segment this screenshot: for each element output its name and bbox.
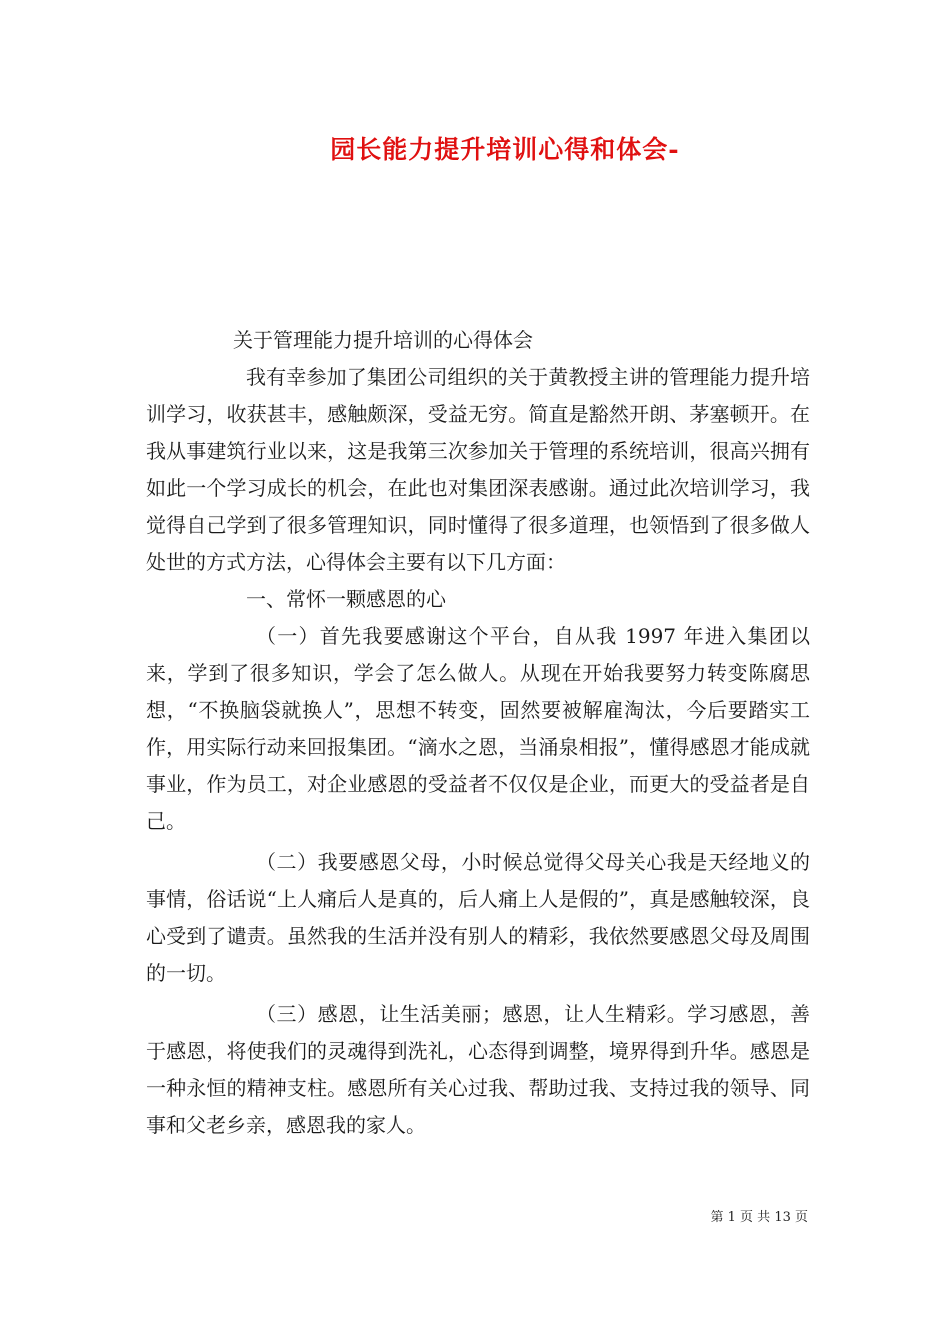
section-heading-1: 一、常怀一颗感恩的心 — [246, 587, 446, 611]
paragraph-item-1: （一）首先我要感谢这个平台，自从我 1997 年进入集团以来，学到了很多知识，学会了怎么做人。从现在开始我要努力转变陈腐思想，“不换脑袋就换人”，思想不转变，固然要被解雇淘汰，今后要踏实工作，用实际行动来回报集团。“滴水之恩，当涌泉相报”，懂得感恩才能成就事业，作为员工，对企业感恩的受益者不仅仅是企业，而更大的受益者是自己。 — [146, 624, 810, 833]
page-number: 第 1 页 共 13 页 — [710, 1210, 808, 1225]
paragraph-item-2: （二）我要感恩父母，小时候总觉得父母关心我是天经地义的事情，俗话说“上人痛后人是真的，后人痛上人是假的”，真是感触较深，良心受到了谴责。虽然我的生活并没有别人的精彩，我依然要感恩父母及周围的一切。 — [146, 850, 810, 985]
document-body — [146, 322, 810, 1144]
document-title: 园长能力提升培训心得和体会- — [330, 135, 680, 164]
paragraph-item-3: （三）感恩，让生活美丽；感恩，让人生精彩。学习感恩，善于感恩，将使我们的灵魂得到洗礼，心态得到调整，境界得到升华。感恩是一种永恒的精神支柱。感恩所有关心过我、帮助过我、支持过我的领导、同事和父老乡亲，感恩我的家人。 — [146, 1002, 810, 1137]
paragraph-intro: 我有幸参加了集团公司组织的关于黄教授主讲的管理能力提升培训学习，收获甚丰，感触颇深，受益无穷。简直是豁然开朗、茅塞顿开。在我从事建筑行业以来，这是我第三次参加关于管理的系统培训，很高兴拥有如此一个学习成长的机会，在此也对集团深表感谢。通过此次培训学习，我觉得自己学到了很多管理知识，同时懂得了很多道理，也领悟到了很多做人处世的方式方法，心得体会主要有以下几方面： — [146, 365, 810, 574]
document-subtitle: 关于管理能力提升培训的心得体会 — [233, 328, 533, 352]
